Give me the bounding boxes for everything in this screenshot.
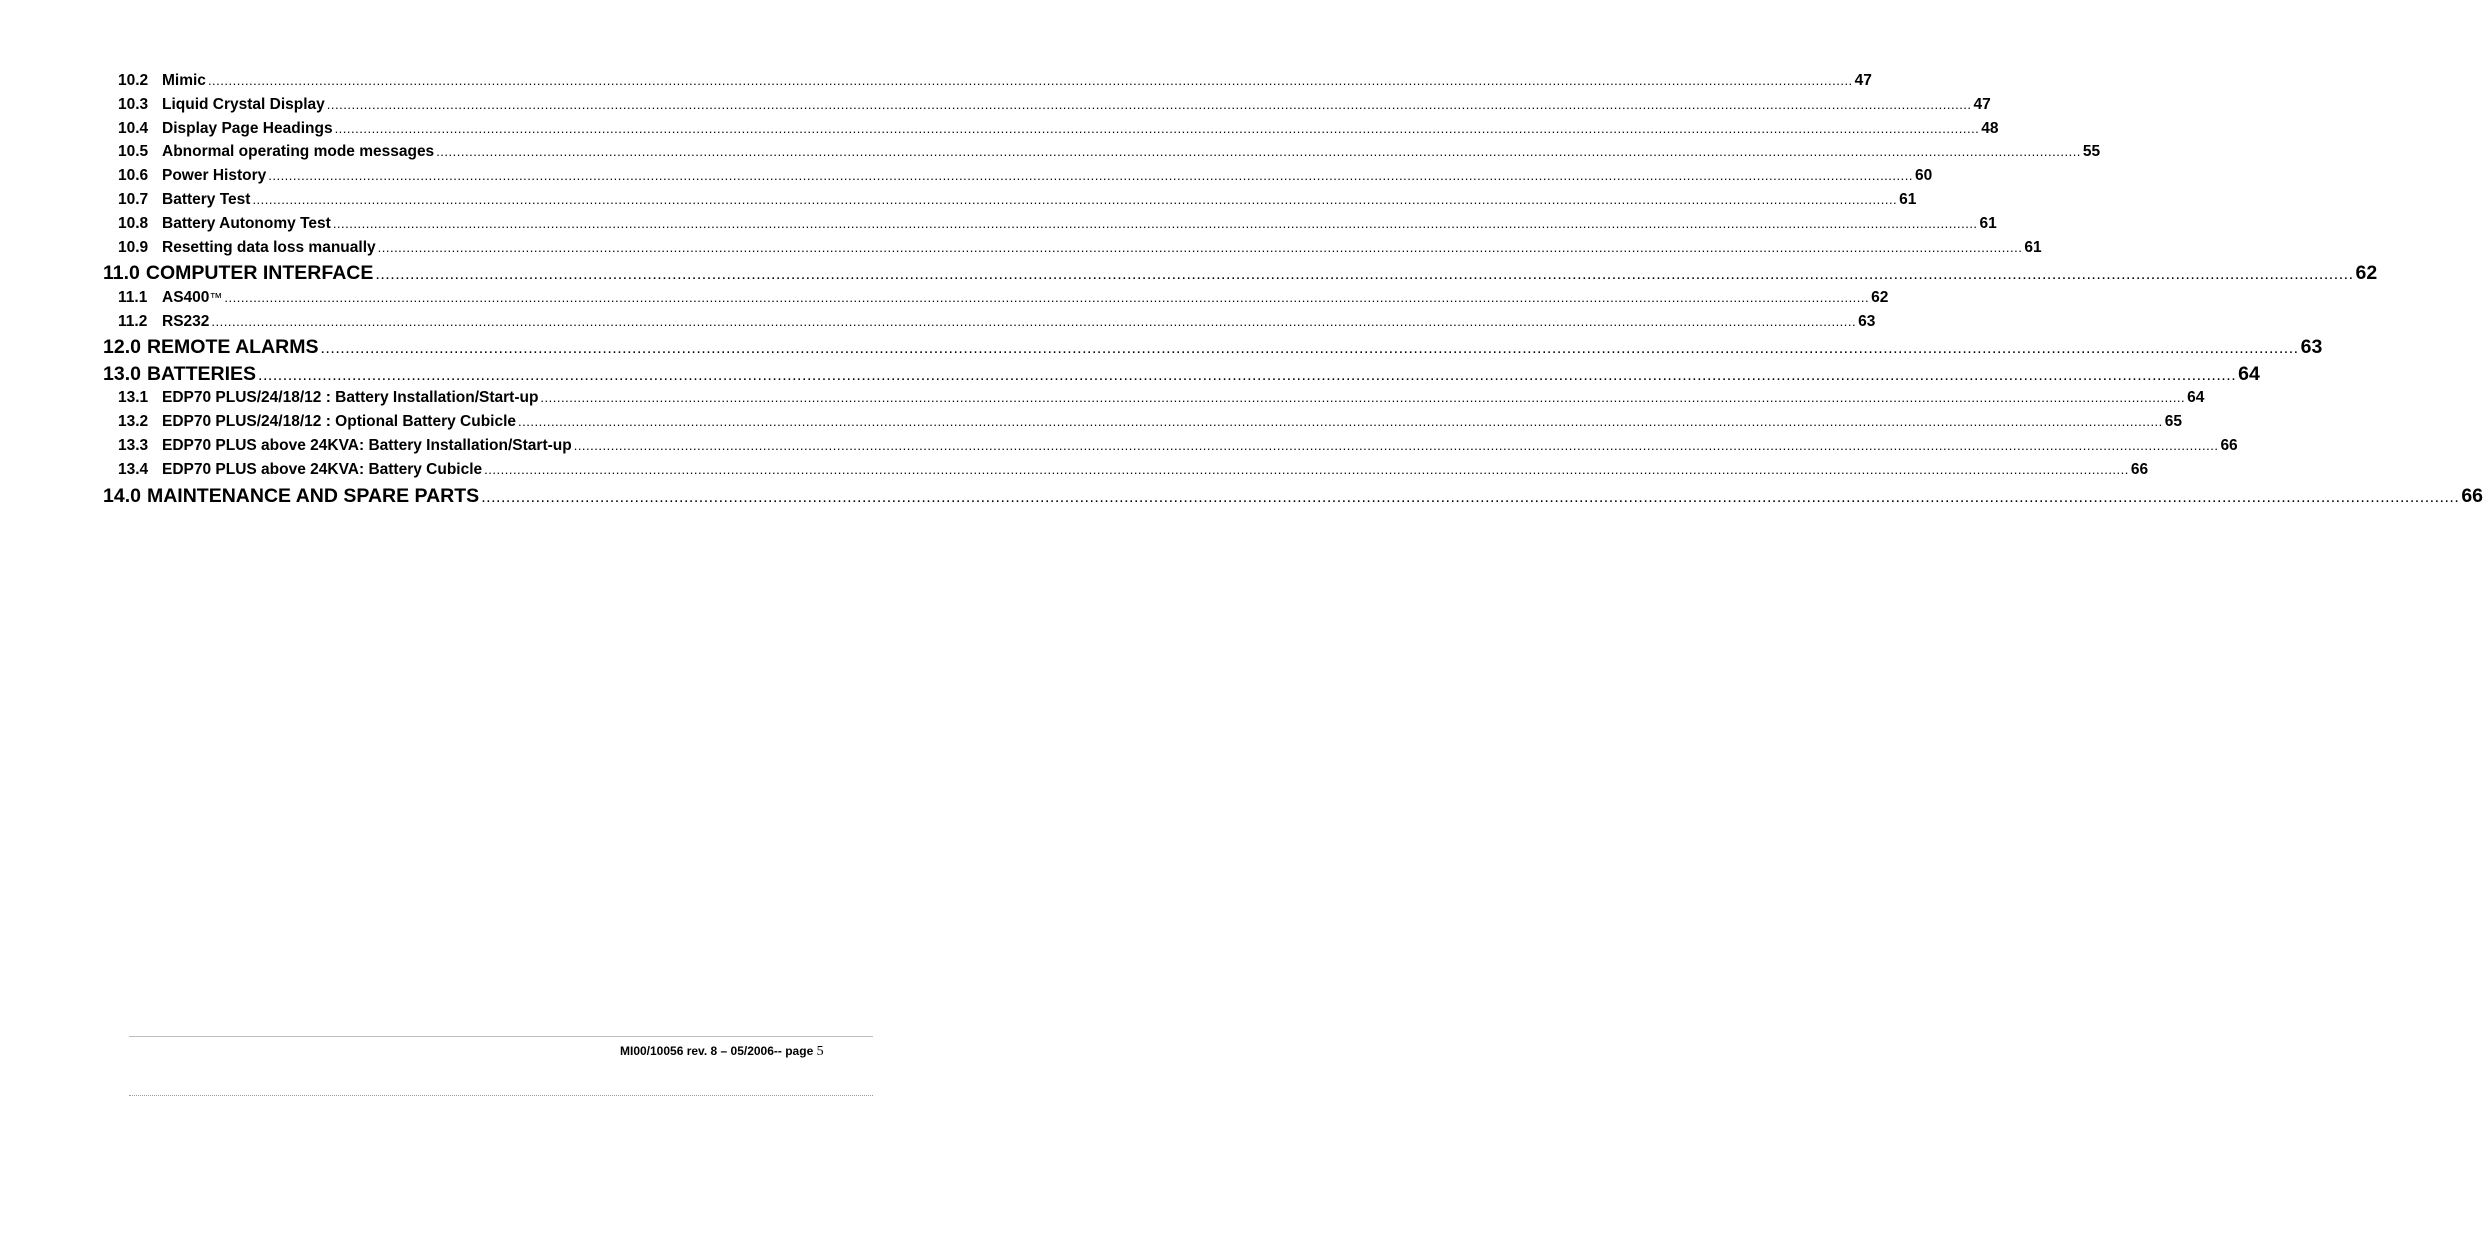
toc-subsection-entry[interactable] xyxy=(103,460,2149,485)
toc-entry-title xyxy=(162,461,482,479)
toc-entry-number: 10.3 xyxy=(118,95,149,113)
toc-subsection-entry[interactable] xyxy=(103,119,1999,144)
toc-entry-title-text: Liquid Crystal Display xyxy=(162,95,325,113)
toc-subsection-entry[interactable] xyxy=(103,190,1917,215)
toc-dot-leader: ................................................................................................................................................................................................................................................................................................................................................................................................................ xyxy=(436,144,2081,160)
toc-entry-title-text: Battery Test xyxy=(162,190,251,208)
toc-entry-number: 14.0 xyxy=(103,484,141,507)
toc-entry-page: 62 xyxy=(2355,262,2378,285)
toc-dot-leader: ................................................................................................................................................................................................................................................................................................................................................................................................................ xyxy=(377,239,2023,255)
toc-entry-page: 62 xyxy=(1871,288,1889,306)
toc-dot-leader: ................................................................................................................................................................................................................................................................................................................................................................................................................ xyxy=(252,191,1898,207)
toc-entry-page: 61 xyxy=(2024,238,2042,256)
toc-dot-leader: ................................................................................................................................................................................................................................................................................................................................................................................................................ xyxy=(326,96,1972,112)
toc-entry-number: 13.0 xyxy=(103,362,141,385)
toc-subsection-entry[interactable] xyxy=(103,167,1933,191)
toc-entry-title xyxy=(162,96,325,114)
toc-dot-leader: ................................................................................................................................................................................................................................................................................................................................................................................................................ xyxy=(320,340,2299,358)
toc-entry-title-text: Mimic xyxy=(162,72,206,89)
toc-dot-leader: ................................................................................................................................................................................................................................................................................................................................................................................................................ xyxy=(375,266,2354,284)
toc-dot-leader: ................................................................................................................................................................................................................................................................................................................................................................................................................ xyxy=(211,313,1857,329)
toc-entry-title xyxy=(162,167,266,185)
toc-entry-number: 12.0 xyxy=(103,336,141,359)
toc-entry-number: 13.1 xyxy=(118,389,149,407)
toc-entry-title xyxy=(147,336,319,359)
toc-entry-number: 11.0 xyxy=(103,262,140,285)
toc-entry-title xyxy=(147,485,479,508)
toc-entry-number: 10.2 xyxy=(118,72,149,89)
toc-entry-page: 61 xyxy=(1979,214,1997,232)
footer-divider-top xyxy=(129,1036,873,1037)
toc-subsection-entry[interactable] xyxy=(103,143,2101,167)
toc-dot-leader: ................................................................................................................................................................................................................................................................................................................................................................................................................ xyxy=(268,168,1913,184)
footer-divider-bottom xyxy=(129,1095,873,1096)
toc-entry-title-text: Battery Autonomy Test xyxy=(162,214,331,232)
toc-entry-title xyxy=(162,215,331,233)
toc-entry-title xyxy=(162,437,572,455)
toc-entry-title xyxy=(162,143,434,161)
toc-section-entry[interactable] xyxy=(103,484,2483,512)
toc-entry-number: 10.4 xyxy=(118,119,149,137)
toc-entry-title-text: AS400 xyxy=(162,288,210,306)
toc-entry-title xyxy=(162,313,209,331)
toc-entry-title xyxy=(147,363,256,386)
toc-entry-title xyxy=(162,72,206,90)
toc-dot-leader: ................................................................................................................................................................................................................................................................................................................................................................................................................ xyxy=(540,390,2186,406)
toc-entry-page: 64 xyxy=(2238,362,2260,385)
toc-entry-page: 66 xyxy=(2220,437,2238,455)
toc-entry-title-text: EDP70 PLUS above 24KVA: Battery Cubicle xyxy=(162,460,483,478)
toc-subsection-entry[interactable] xyxy=(103,288,1889,313)
toc-dot-leader: ................................................................................................................................................................................................................................................................................................................................................................................................................ xyxy=(224,289,1870,305)
toc-entry-title-text: EDP70 PLUS above 24KVA: Battery Installation/Start-up xyxy=(162,437,572,455)
toc-entry-number: 10.6 xyxy=(118,167,149,185)
toc-entry-number: 10.9 xyxy=(118,238,149,256)
toc-entry-page: 47 xyxy=(1973,95,1991,113)
toc-entry-title-text: Abnormal operating mode messages xyxy=(162,143,435,161)
toc-entry-page: 55 xyxy=(2082,143,2101,161)
toc-entry-page: 63 xyxy=(2300,336,2323,359)
toc-entry-title xyxy=(146,262,374,285)
toc-dot-leader: ................................................................................................................................................................................................................................................................................................................................................................................................................ xyxy=(518,414,2163,430)
toc-entry-title-text: COMPUTER INTERFACE xyxy=(145,262,374,285)
toc-subsection-entry[interactable] xyxy=(103,437,2238,461)
toc-entry-title-text: RS232 xyxy=(162,312,210,330)
toc-entry-title-text: EDP70 PLUS/24/18/12 : Optional Battery Cubicle xyxy=(162,413,517,431)
toc-dot-leader: ................................................................................................................................................................................................................................................................................................................................................................................................................ xyxy=(334,120,1980,136)
toc-subsection-entry[interactable] xyxy=(103,312,1876,337)
toc-entry-title xyxy=(162,413,516,431)
toc-dot-leader: ................................................................................................................................................................................................................................................................................................................................................................................................................ xyxy=(207,73,1853,88)
toc-entry-number: 11.2 xyxy=(118,312,148,330)
toc-entry-title-text: Power History xyxy=(162,167,267,185)
toc-entry-title xyxy=(162,239,376,257)
toc-section-entry[interactable] xyxy=(103,262,2378,289)
toc-entry-number: 10.8 xyxy=(118,214,149,232)
table-of-contents xyxy=(103,72,2483,511)
toc-entry-page: 63 xyxy=(1858,312,1876,330)
toc-subsection-entry[interactable] xyxy=(103,95,1991,120)
toc-entry-number: 13.3 xyxy=(118,437,149,455)
toc-entry-page: 66 xyxy=(2130,460,2149,478)
toc-subsection-entry[interactable] xyxy=(103,413,2183,437)
toc-entry-title xyxy=(162,120,333,138)
footer-doc-ref: MI00/10056 rev. 8 – 05/2006-- page xyxy=(620,1044,817,1058)
toc-entry-page: 48 xyxy=(1981,119,1999,137)
toc-entry-number: 11.1 xyxy=(118,288,148,306)
toc-entry-number: 10.5 xyxy=(118,143,149,161)
toc-entry-title-text: BATTERIES xyxy=(146,362,257,385)
toc-subsection-entry[interactable] xyxy=(103,389,2205,413)
toc-entry-number: 13.4 xyxy=(118,460,149,478)
toc-section-entry[interactable] xyxy=(103,362,2260,390)
toc-section-entry[interactable] xyxy=(103,336,2323,363)
toc-subsection-entry[interactable] xyxy=(103,238,2042,263)
footer-reference xyxy=(620,1044,824,1060)
toc-entry-page: 65 xyxy=(2164,413,2183,431)
toc-subsection-entry[interactable] xyxy=(103,214,1997,239)
toc-entry-title xyxy=(162,389,538,407)
toc-entry-page: 66 xyxy=(2461,484,2483,507)
toc-entry-title-text: Display Page Headings xyxy=(162,119,333,137)
toc-entry-title-text: EDP70 PLUS/24/18/12 : Battery Installation/Start-up xyxy=(162,389,539,407)
toc-entry-title xyxy=(162,191,250,209)
toc-entry-title xyxy=(162,289,222,307)
toc-entry-number: 10.7 xyxy=(118,190,149,208)
toc-dot-leader: ................................................................................................................................................................................................................................................................................................................................................................................................................ xyxy=(484,461,2129,477)
toc-entry-number: 13.2 xyxy=(118,413,149,431)
footer-page-number: 5 xyxy=(816,1044,824,1059)
toc-entry-title-text: MAINTENANCE AND SPARE PARTS xyxy=(146,484,480,507)
toc-entry-page: 64 xyxy=(2187,389,2205,407)
toc-dot-leader: ................................................................................................................................................................................................................................................................................................................................................................................................................ xyxy=(332,215,1978,231)
toc-dot-leader: ................................................................................................................................................................................................................................................................................................................................................................................................................ xyxy=(258,366,2237,384)
toc-subsection-entry[interactable] xyxy=(103,72,1872,96)
toc-entry-title-text: REMOTE ALARMS xyxy=(146,336,319,359)
toc-entry-page: 47 xyxy=(1854,72,1872,89)
toc-dot-leader: ................................................................................................................................................................................................................................................................................................................................................................................................................ xyxy=(481,488,2460,506)
toc-dot-leader: ................................................................................................................................................................................................................................................................................................................................................................................................................ xyxy=(573,438,2219,454)
trademark-symbol: ™ xyxy=(209,289,223,305)
toc-entry-page: 61 xyxy=(1899,190,1917,208)
toc-entry-title-text: Resetting data loss manually xyxy=(162,238,376,256)
toc-entry-page: 60 xyxy=(1914,167,1933,185)
